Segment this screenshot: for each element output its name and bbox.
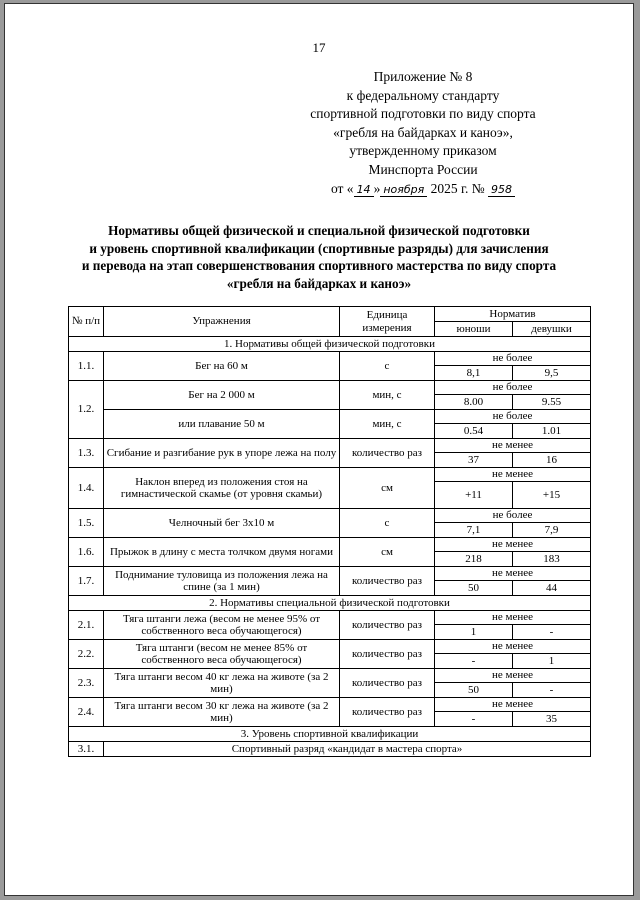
row-exercise: Поднимание туловища из положения лежа на спине (за 1 мин) (104, 567, 340, 596)
section-row (69, 596, 591, 611)
row-boys: 50 (435, 581, 513, 596)
section-2-title: 2. Нормативы специальной физической подготовки (69, 596, 591, 611)
row-girls: 1.01 (513, 424, 591, 439)
order-number-handwritten: 958 (488, 183, 515, 197)
order-date-line (273, 180, 573, 200)
table-row (69, 611, 591, 625)
row-num: 2.2. (69, 640, 104, 669)
norms-table (68, 306, 591, 757)
row-num: 1.7. (69, 567, 104, 596)
section-row (69, 337, 591, 352)
row-exercise: Тяга штанги лежа (весом не менее 95% от собственного веса обучающегося) (104, 611, 340, 640)
row-unit: с (340, 352, 435, 381)
appendix-line: «гребля на байдарках и каноэ», (333, 124, 513, 140)
row-condition: не менее (435, 439, 591, 453)
row-num: 1.5. (69, 509, 104, 538)
row-num: 1.4. (69, 468, 104, 509)
row-num: 2.4. (69, 698, 104, 727)
row-num: 2.3. (69, 669, 104, 698)
table-row (69, 640, 591, 654)
header-boys: юноши (435, 322, 513, 337)
row-girls: 35 (513, 712, 591, 727)
title-line: «гребля на байдарках и каноэ» (226, 275, 412, 291)
table-row (69, 509, 591, 523)
row-exercise: Сгибание и разгибание рук в упоре лежа на полу (104, 439, 340, 468)
row-unit: количество раз (340, 611, 435, 640)
table-row (69, 439, 591, 453)
row-girls: 9.55 (513, 395, 591, 410)
row-num: 3.1. (69, 742, 104, 757)
title-line: и уровень спортивной квалификации (спортивные разряды) для зачисления (89, 240, 549, 256)
table-row (69, 352, 591, 366)
row-girls: 9,5 (513, 366, 591, 381)
date-year: 2025 г. № (430, 180, 485, 196)
row-num: 1.6. (69, 538, 104, 567)
row-exercise: Спортивный разряд «кандидат в мастера спорта» (104, 742, 591, 757)
header-exercise: Упражнения (104, 307, 340, 337)
appendix-line: Приложение № 8 (373, 69, 473, 84)
table-row (69, 742, 591, 757)
row-girls: 183 (513, 552, 591, 567)
row-unit: мин, с (340, 410, 435, 439)
row-unit: количество раз (340, 640, 435, 669)
row-boys: 218 (435, 552, 513, 567)
row-girls: +15 (513, 482, 591, 509)
header-girls: девушки (513, 322, 591, 337)
row-condition: не менее (435, 611, 591, 625)
row-condition: не менее (435, 669, 591, 683)
date-prefix: от « (330, 180, 354, 196)
row-condition: не менее (435, 567, 591, 581)
title-line: Нормативы общей физической и специальной физической подготовки (108, 223, 530, 238)
row-boys: - (435, 712, 513, 727)
appendix-line: Минспорта России (368, 161, 478, 177)
row-girls: 1 (513, 654, 591, 669)
header-unit: Единица измерения (340, 307, 435, 337)
table-row (69, 669, 591, 683)
row-unit: количество раз (340, 439, 435, 468)
row-exercise: Тяга штанги (весом не менее 85% от собственного веса обучающегося) (104, 640, 340, 669)
table-row (69, 381, 591, 395)
table-row (69, 468, 591, 482)
row-boys: 7,1 (435, 523, 513, 538)
row-exercise: Тяга штанги весом 30 кг лежа на животе (за 2 мин) (104, 698, 340, 727)
row-condition: не менее (435, 640, 591, 654)
row-boys: 8,1 (435, 366, 513, 381)
row-exercise: Наклон вперед из положения стоя на гимнастической скамье (от уровня скамьи) (104, 468, 340, 509)
row-condition: не более (435, 352, 591, 366)
row-condition: не более (435, 509, 591, 523)
row-exercise: Бег на 60 м (104, 352, 340, 381)
title-line: и перевода на этап совершенствования спортивного мастерства по виду спорта (81, 258, 557, 273)
section-1-title: 1. Нормативы общей физической подготовки (69, 337, 591, 352)
row-boys: 37 (435, 453, 513, 468)
row-num: 1.1. (69, 352, 104, 381)
section-row (69, 727, 591, 742)
row-boys: 1 (435, 625, 513, 640)
document-title (5, 222, 633, 292)
page-number: 17 (312, 40, 326, 55)
row-condition: не менее (435, 468, 591, 482)
row-unit: количество раз (340, 669, 435, 698)
row-girls: - (513, 683, 591, 698)
header-norm: Норматив (435, 307, 591, 322)
appendix-line: спортивной подготовки по виду спорта (310, 106, 536, 122)
row-condition: не более (435, 410, 591, 424)
table-row (69, 698, 591, 712)
appendix-header (273, 68, 573, 199)
row-exercise: Тяга штанги весом 40 кг лежа на животе (за 2 мин) (104, 669, 340, 698)
row-condition: не менее (435, 538, 591, 552)
header-num: № п/п (69, 307, 104, 337)
row-num: 1.3. (69, 439, 104, 468)
table-row (69, 567, 591, 581)
row-boys: 50 (435, 683, 513, 698)
row-condition: не более (435, 381, 591, 395)
table-row (69, 410, 591, 424)
row-girls: - (513, 625, 591, 640)
row-exercise: Челночный бег 3х10 м (104, 509, 340, 538)
row-unit: мин, с (340, 381, 435, 410)
row-girls: 7,9 (513, 523, 591, 538)
section-3-title: 3. Уровень спортивной квалификации (69, 727, 591, 742)
row-boys: 0.54 (435, 424, 513, 439)
row-girls: 44 (513, 581, 591, 596)
row-exercise: или плавание 50 м (104, 410, 340, 439)
row-num: 1.2. (69, 381, 104, 439)
date-separator: » (373, 180, 381, 196)
row-boys: +11 (435, 482, 513, 509)
date-day-handwritten: 14 (354, 183, 374, 197)
appendix-line: утвержденному приказом (349, 143, 497, 159)
row-exercise: Бег на 2 000 м (104, 381, 340, 410)
row-boys: - (435, 654, 513, 669)
row-unit: количество раз (340, 567, 435, 596)
row-unit: количество раз (340, 698, 435, 727)
row-unit: с (340, 509, 435, 538)
date-month-handwritten: ноября (380, 183, 427, 197)
row-unit: см (340, 468, 435, 509)
row-boys: 8.00 (435, 395, 513, 410)
row-exercise: Прыжок в длину с места толчком двумя ногами (104, 538, 340, 567)
row-unit: см (340, 538, 435, 567)
appendix-line: к федеральному стандарту (346, 87, 500, 103)
table-row (69, 538, 591, 552)
document-page (4, 3, 634, 896)
row-num: 2.1. (69, 611, 104, 640)
row-condition: не менее (435, 698, 591, 712)
table-header-row (69, 307, 591, 322)
row-girls: 16 (513, 453, 591, 468)
